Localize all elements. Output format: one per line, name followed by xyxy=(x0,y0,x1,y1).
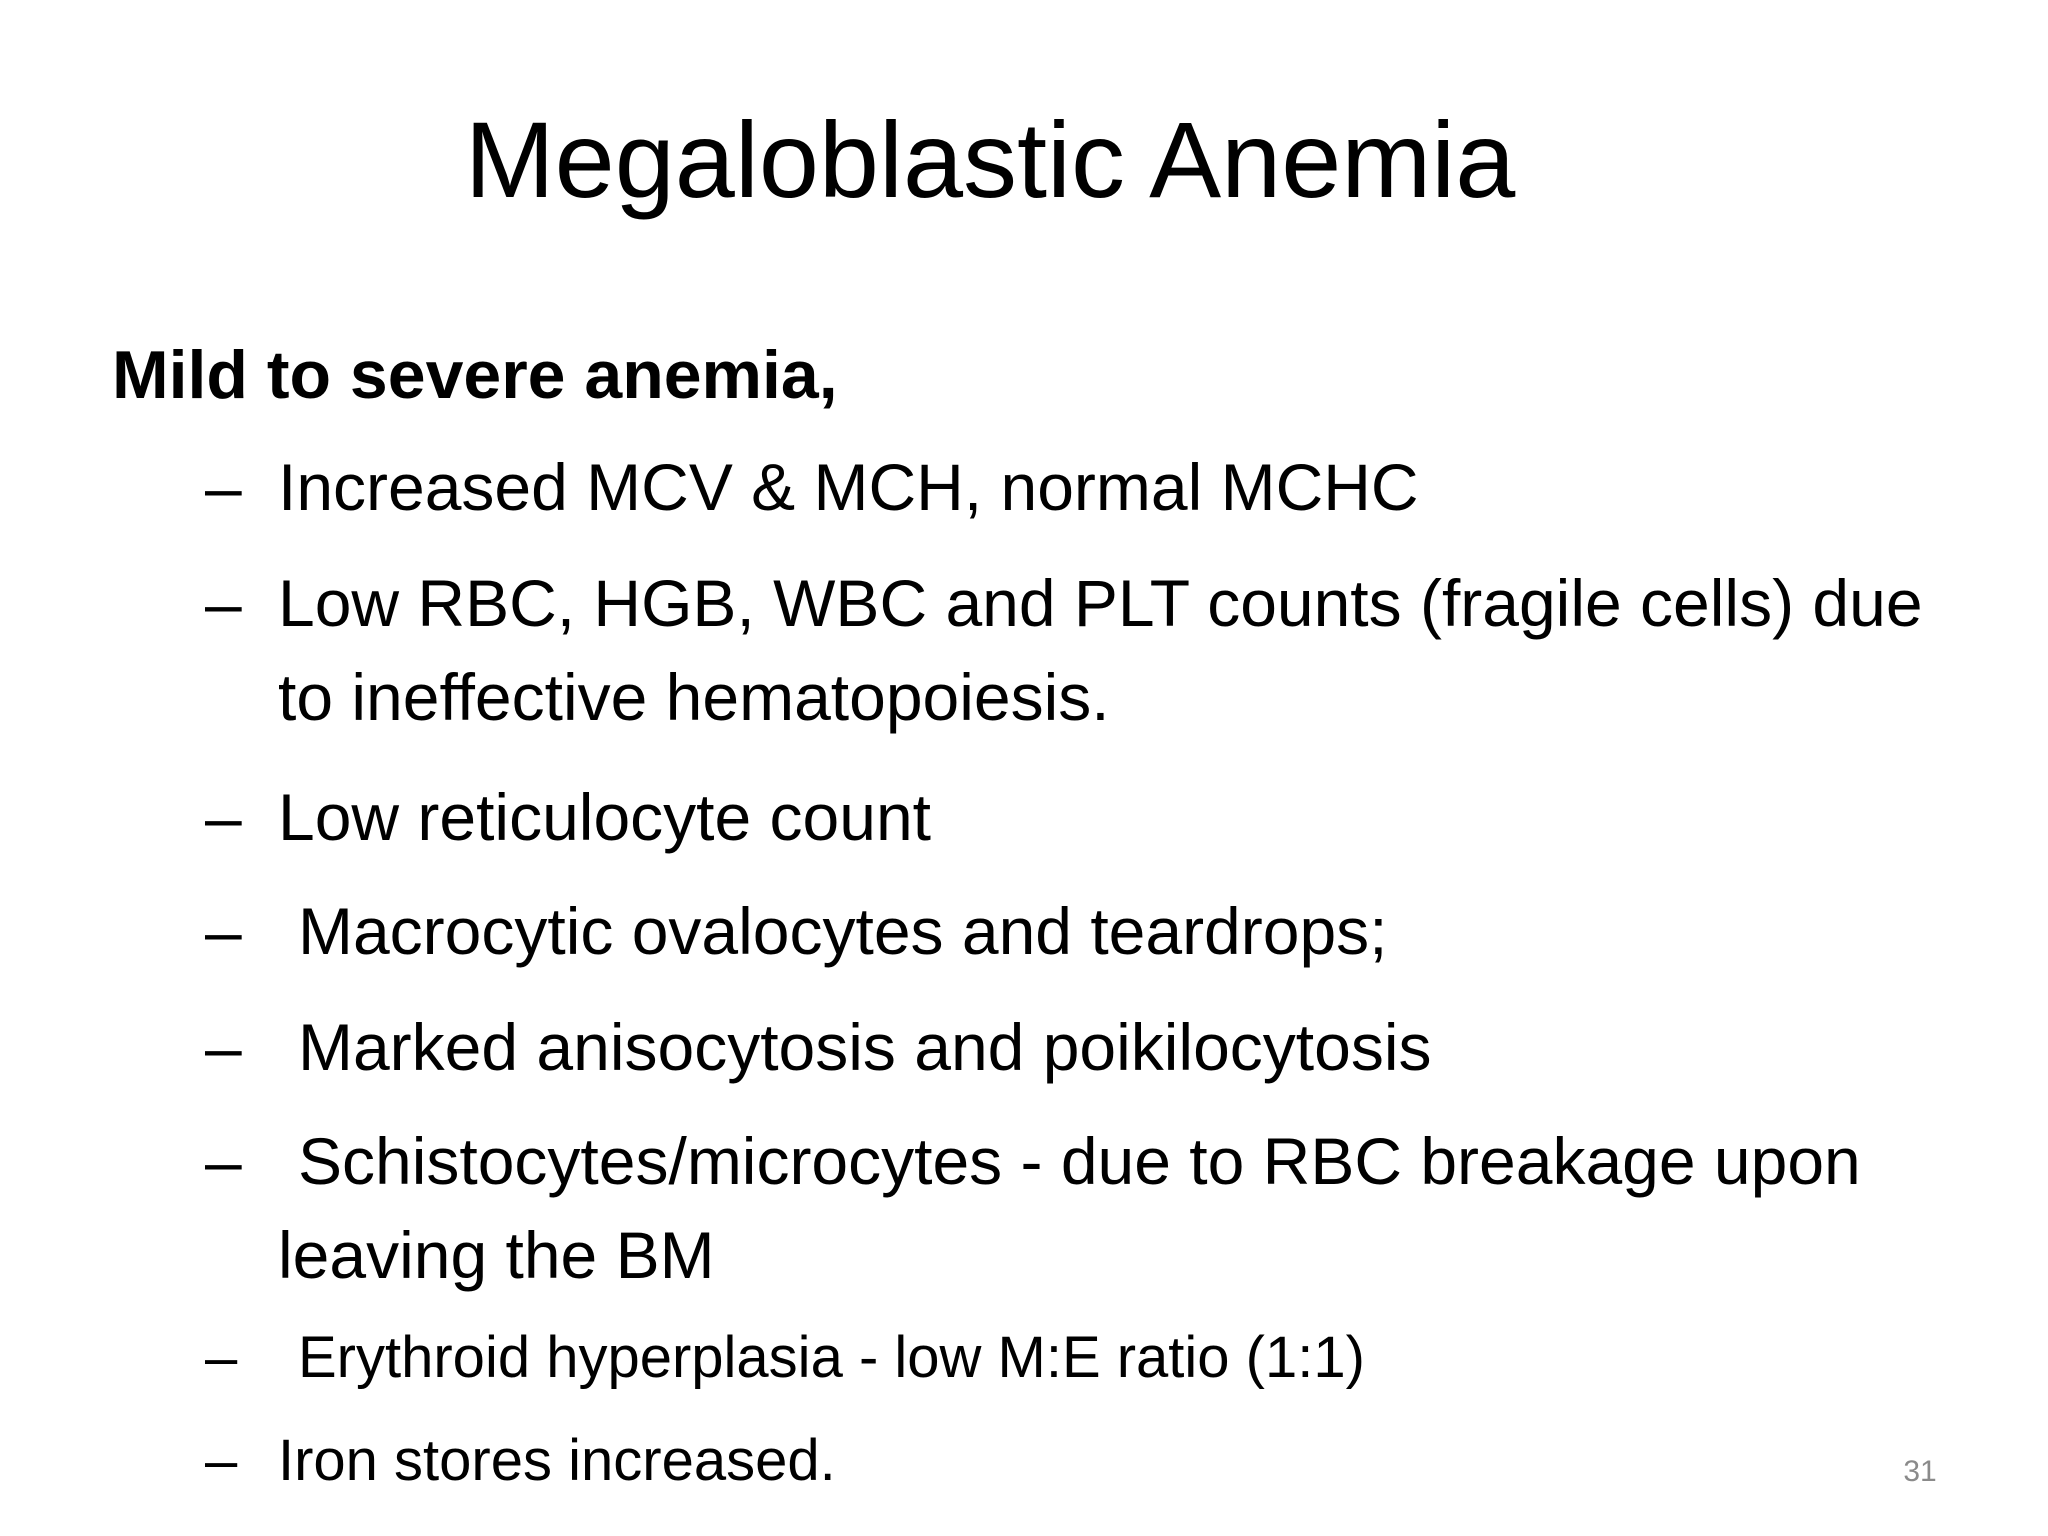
bullet-text-line-1: Low RBC, HGB, WBC and PLT counts (fragile cells) due xyxy=(278,566,1923,640)
bullet-item-iron xyxy=(205,1421,2035,1501)
bullet-text: Increased MCV & MCH, normal MCHC xyxy=(278,450,1419,524)
page-number: 31 xyxy=(1903,1455,1937,1488)
bullet-text-line-2: leaving the BM xyxy=(278,1218,715,1292)
bullet-text-line-1: Schistocytes/microcytes - due to RBC breakage upon xyxy=(298,1124,1861,1198)
bullet-text: Erythroid hyperplasia - low M:E ratio (1:1) xyxy=(298,1325,1365,1390)
dash-marker: – xyxy=(205,450,242,524)
bullet-text-line-2: to ineffective hematopoiesis. xyxy=(278,660,1110,734)
bullet-item-mcv xyxy=(205,440,2035,534)
bullet-item-schistocytes xyxy=(205,1114,2035,1302)
dash-marker: – xyxy=(205,1325,238,1390)
bullet-text: Low reticulocyte count xyxy=(278,780,932,854)
section-heading: Mild to severe anemia, xyxy=(112,337,838,413)
bullet-item-anisocytosis xyxy=(205,1000,2035,1094)
dash-marker: – xyxy=(205,780,242,854)
dash-marker: – xyxy=(205,1428,238,1493)
bullet-text xyxy=(278,1114,2035,1302)
bullet-text: Macrocytic ovalocytes and teardrops; xyxy=(298,894,1388,968)
dash-marker: – xyxy=(205,1124,242,1198)
bullet-item-reticulocyte xyxy=(205,770,2035,864)
bullet-text: Iron stores increased. xyxy=(278,1428,836,1493)
dash-marker: – xyxy=(205,566,242,640)
dash-marker: – xyxy=(205,1010,242,1084)
bullet-item-erythroid xyxy=(205,1318,2035,1398)
bullet-text xyxy=(278,556,2035,744)
bullet-item-macrocytic xyxy=(205,884,2035,978)
slide-title: Megaloblastic Anemia xyxy=(464,99,1516,220)
dash-marker: – xyxy=(205,894,242,968)
bullet-item-low-counts xyxy=(205,556,2035,744)
bullet-text: Marked anisocytosis and poikilocytosis xyxy=(298,1010,1432,1084)
